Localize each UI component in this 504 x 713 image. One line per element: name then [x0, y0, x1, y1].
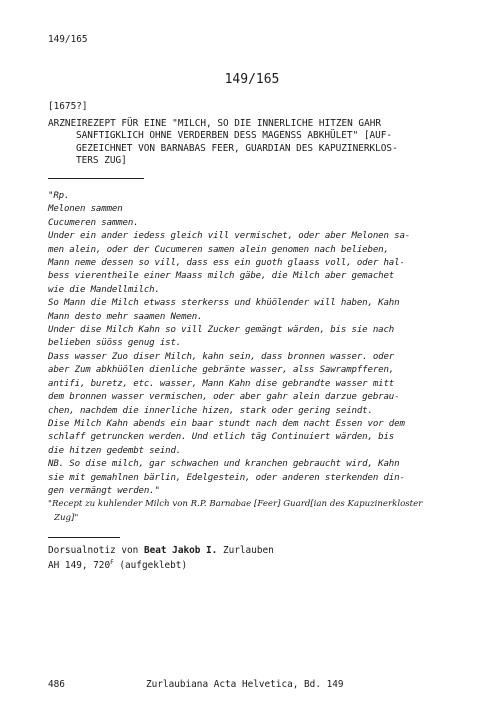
title-line: TERS ZUG] — [76, 155, 127, 167]
archive-ref-sup: F — [110, 559, 114, 566]
body-line: aber Zum abkhüölen dienliche gebränte wasser, alss Sawrampfferen, — [48, 365, 395, 376]
body-line: schlaff getruncken werden. Und etlich täg Continuiert wärden, bis — [48, 432, 395, 443]
dorsal-note-name: Beat Jakob I. — [143, 545, 218, 556]
running-header: 149/165 — [48, 34, 88, 45]
endorsement-line: Zug]" — [54, 512, 79, 523]
title-line: SANFTIGKLICH OHNE VERDERBEN DESS MAGENSS ABKHÜLET" [AUF- — [76, 130, 393, 142]
body-line: NB. So dise milch, gar schwachen und kranchen gebraucht wird, Kahn — [48, 459, 400, 470]
document-number: 149/165 — [224, 72, 280, 87]
document-title — [48, 118, 398, 168]
body-line: Under ein ander iedess gleich vill vermischet, oder aber Melonen sa- — [48, 231, 411, 242]
body-line: Dise Milch Kahn abends ein baar stundt nach dem nacht Essen vor dem — [48, 418, 405, 429]
body-line: So Mann die Milch etwass sterkerss und khüölender will haben, Kahn — [48, 298, 400, 309]
date-line: [1675?] — [48, 101, 88, 112]
series-title: Zurlaubiana Acta Helvetica, Bd. 149 — [146, 679, 344, 690]
body-line: men alein, oder der Cucumeren samen alein genomen nach belieben, — [48, 244, 389, 255]
body-line: "Rp. — [48, 191, 70, 201]
archive-reference — [48, 559, 187, 571]
body-line: Cucumeren sammen. — [48, 217, 139, 228]
body-line: bess vierentheile einer Maass milch gäbe, die Milch aber gemachet — [48, 271, 395, 282]
body-line: sie mit gemahlnen bärlin, Edelgestein, oder anderen sterkenden din- — [48, 472, 405, 483]
endorsement-line: "Recept zu kuhlender Milch von R.P. Barnabae [Feer] Guard[ian des Kapuzinerkloster — [48, 499, 423, 510]
archive-ref-rest: (aufgeklebt) — [113, 560, 188, 572]
body-line: Under dise Milch Kahn so vill Zucker gemängt wärden, bis sie nach — [48, 325, 395, 336]
body-line: belieben süöss genug ist. — [48, 338, 182, 349]
title-line: GEZEICHNET VON BARNABAS FEER, GUARDIAN DES KAPUZINERKLOS- — [76, 142, 398, 154]
title-line: ARZNEIREZEPT FÜR EINE "MILCH, SO DIE INNERLICHE HITZEN GAHR — [48, 118, 382, 129]
body-line: gen vermängt werden." — [48, 485, 160, 496]
body-line: antifi, buretz, etc. wasser, Mann Kahn dise gebrandte wasser mitt — [48, 378, 395, 389]
dorsal-note — [48, 545, 274, 556]
dorsal-note-suffix: Zurlauben — [217, 545, 274, 556]
dorsal-note-prefix: Dorsualnotiz von — [48, 545, 144, 556]
body-line: Mann desto mehr saamen Nemen. — [48, 311, 203, 322]
notes-divider — [48, 537, 120, 538]
title-divider — [48, 178, 144, 179]
transcription-body — [48, 190, 422, 525]
archive-ref-main: AH 149, 720 — [48, 560, 111, 572]
body-line: chen, nachdem die innerliche hizen, stark oder gering seindt. — [48, 405, 373, 416]
body-line: Mann neme dessen so vill, dass ess ein guoth glaass voll, oder hal- — [48, 258, 405, 269]
body-line: die hitzen gedembt seind. — [48, 445, 182, 456]
body-line: wie die Mandellmilch. — [48, 284, 160, 295]
body-line: Melonen sammen — [48, 204, 123, 215]
body-line: dem bronnen wasser vermischen, oder aber gahr alein darzue gebrau- — [48, 392, 400, 403]
page-number: 486 — [48, 679, 65, 690]
body-line: Dass wasser Zuo diser Milch, kahn sein, dass bronnen wasser. oder — [48, 351, 395, 362]
